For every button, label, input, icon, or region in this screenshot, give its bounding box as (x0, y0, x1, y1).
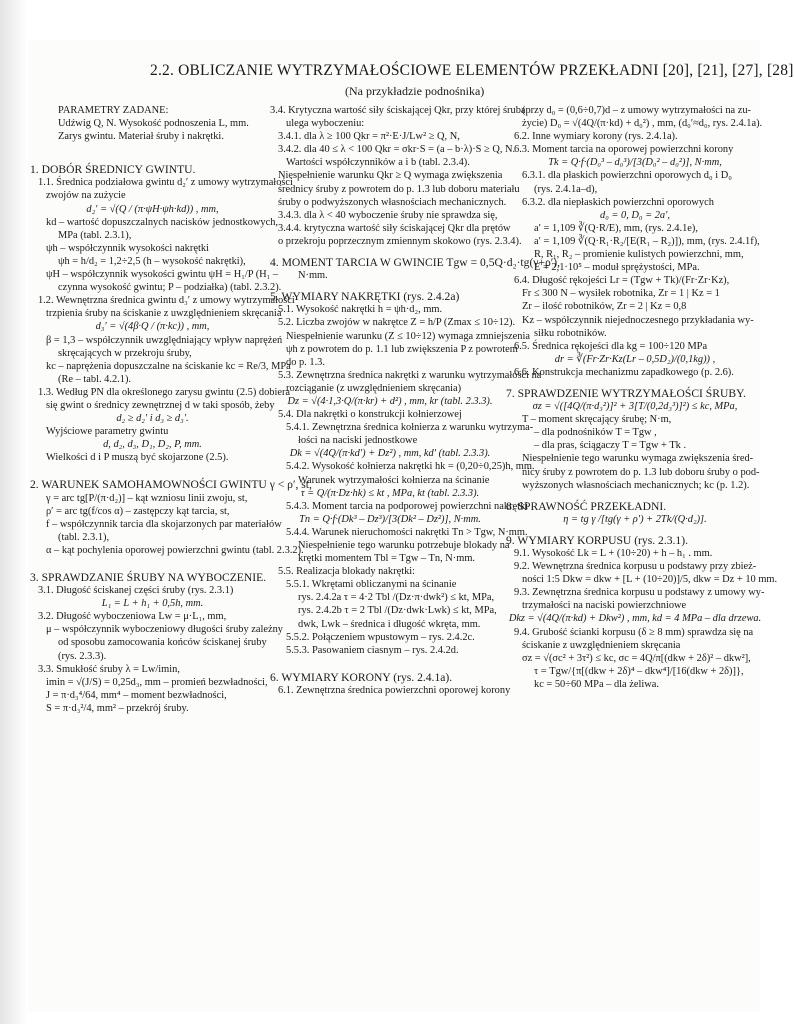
formula-line: d₂ ≥ d₂′ i d₃ ≥ d₃′. (116, 413, 189, 425)
text-line: 6.3.1. dla płaskich powierzchni oporowych d₀ i D₀ (522, 170, 732, 182)
text-line: γ = arc tg[P/(π·d₂)] – kąt wzniosu linii zwoju, st, (46, 492, 248, 504)
text-line: 5.1. Wysokość nakrętki h = ψh·d₂, mm. (278, 304, 443, 316)
text-line: ψH – współczynnik wysokości gwintu ψH = H₁/P (H₁ – (46, 269, 279, 281)
text-line: 5.3. Zewnętrzna średnica nakrętki z warunku wytrzymałości na (278, 369, 542, 381)
text-line: od sposobu zamocowania końców ściskanej śruby (58, 637, 267, 649)
text-line: dwk, Lwk – średnica i długość wkręta, mm. (298, 618, 481, 630)
text-line: E = 2,1·10⁵ – moduł sprężystości, MPa. (534, 262, 700, 274)
section-heading: 1. DOBÓR ŚREDNICY GWINTU. (30, 163, 196, 177)
spacer (30, 557, 275, 563)
formula-line: d₀ = 0, D₀ = 2a′, (600, 209, 670, 221)
text-line: krętki momentem Tbl = Tgw – Tn, N·mm. (298, 553, 476, 565)
text-line: PARAMETRY ZADANE: (58, 105, 169, 116)
column-middle (270, 104, 561, 697)
text-line: 1.3. Według PN dla określonego zarysu gwintu (2.5) dobiera (38, 386, 291, 398)
text-line: 6.4. Długość rękojeści Lr = (Tgw + Tk)/(Fr·Zr·Kz), (514, 275, 730, 287)
formula-line: Tn = Q·f·(Dk³ – Dz³)/[3(Dk² – Dz²)], N·mm. (299, 513, 481, 525)
text-line: siłku robotników. (534, 327, 607, 339)
column-right (506, 104, 778, 691)
text-line: kd – wartość dopuszczalnych nacisków jednostkowych, (46, 216, 278, 228)
text-line: 3.4. Krytyczna wartość siły ściskającej Qkr, przy której śruba (270, 105, 526, 116)
text-line: (przy d₀ = (0,6÷0,7)d – z umowy wytrzymałości na zu- (522, 105, 751, 116)
text-line: 5.5.1. Wkrętami obliczanymi na ścinanie (286, 579, 457, 591)
formula-line: d, d₂, d₃, D₁, D₂, P, mm. (103, 439, 202, 451)
formula-line: Dz = √(4·1,3·Q/(π·kr) + d²) , mm, kr (tabl. 2.3.3). (287, 395, 493, 407)
text-line: skręcających w przekroju śruby, (58, 347, 192, 359)
formula-line: d₂′ = √(Q / (π·ψH·ψh·kd)) , mm, (86, 203, 219, 215)
text-line: rys. 2.4.2a τ = 4·2 Tbl /(Dz·π·dwk²) ≤ kt, MPa, (298, 592, 495, 604)
text-line: J = π·d₃⁴/64, mm⁴ – moment bezwładności, (46, 689, 227, 701)
section-heading: 3. SPRAWDZANIE ŚRUBY NA WYBOCZENIE. (30, 571, 267, 584)
text-line: a′ = 1,109 ∛(Q·R/E), mm, (rys. 2.4.1e), (534, 222, 698, 234)
text-line: 1.2. Wewnętrzna średnica gwintu d₃′ z umowy wytrzymałości (38, 295, 295, 307)
text-line: 6.3.2. dla niepłaskich powierzchni oporowych (522, 196, 714, 208)
text-line: 9.2. Wewnętrzna średnica korpusu u podstawy przy zbież- (514, 561, 757, 573)
text-line: (tabl. 2.3.1), (58, 531, 110, 543)
text-line: Zr – ilość robotników, Zr = 2 | Kz = 0,8 (522, 301, 687, 313)
formula-line: τ = Q/(π·Dz·hk) ≤ kt , MPa, kt (tabl. 2.3.3). (300, 487, 480, 499)
text-line: Warunek wytrzymałości kołnierza na ścinanie (298, 474, 490, 486)
text-line: 9.4. Grubość ścianki korpusu (δ ≥ 8 mm) sprawdza się na (514, 626, 754, 638)
text-line: Kz – współczynnik niejednoczesnego przykładania wy- (522, 314, 754, 326)
text-line: 3.4.4. krytyczna wartość siły ściskającej Qkr dla prętów (278, 222, 511, 234)
text-line: ulega wyboczeniu: (286, 118, 365, 130)
section-heading: 2. WARUNEK SAMOHAMOWNOŚCI GWINTU γ < ρ′, st, (30, 478, 312, 492)
text-line: czynna wysokość gwintu; P – podziałka) (tabl. 2.3.2). (58, 282, 282, 294)
text-line: 3.2. Długość wyboczeniowa Lw = μ·L₁, mm, (38, 611, 227, 623)
text-line: (rys. 2.3.3). (58, 650, 107, 662)
text-line: σz = √(σc² + 3τ²) ≤ kc, σc = 4Q/π[(dkw + 2δ)² – dkw²], (522, 652, 751, 664)
text-line: Wartości współczynników a i b (tabl. 2.3.4). (286, 157, 470, 169)
section-heading: 4. MOMENT TARCIA W GWINCIE Tgw = 0,5Q·d₂·tg(γ+ρ′), (270, 256, 561, 270)
text-line: 1.1. Średnica podziałowa gwintu d₂′ z umowy wytrzymałości (38, 177, 293, 189)
text-line: się gwint o średnicy zewnętrznej d w taki sposób, żeby (46, 399, 275, 411)
text-line: μ – współczynnik wyboczeniowy długości śruby zależny (46, 624, 283, 636)
text-line: kc = 50÷60 MPa – dla żeliwa. (534, 678, 659, 690)
formula-line: d₃′ = √(4β·Q / (π·kc)) , mm, (95, 321, 210, 333)
text-line: 5.2. Liczba zwojów w nakrętce Z = h/P (Zmax ≤ 10÷12). (278, 317, 516, 329)
text-line: N·mm. (298, 270, 328, 282)
text-line: trzymałości na naciski powierzchniowe (522, 600, 687, 612)
text-line: 5.4.2. Wysokość kołnierza nakrętki hk = (0,20÷0,25)h, mm. (286, 461, 535, 473)
text-line: ψh z powrotem do p. 1.1 lub zwiększenia P z powrotem (286, 343, 518, 355)
formula-line: Tk = Q·f·(D₀³ – d₀³)/[3(D₀² – d₀²)], N·mm, (548, 157, 722, 169)
text-line: ψh = h/d₂ = 1,2÷2,5 (h – wysokość nakrętki), (58, 255, 246, 267)
text-line: imin = √(J/S) = 0,25d₃, mm – promień bezwładności, (46, 676, 268, 688)
text-line: trzpienia śruby na ściskanie z uwzględnieniem skręcania (46, 308, 282, 320)
text-line: 5.4.3. Moment tarcia na podporowej powierzchni nakrętki (286, 500, 529, 512)
text-line: Zarys gwintu. Materiał śruby i nakrętki. (58, 131, 224, 143)
text-line: 3.4.1. dla λ ≥ 100 Qkr = π²·E·J/Lw² ≥ Q, N, (278, 131, 460, 143)
text-line: zwojów na zużycie (46, 190, 126, 202)
text-line: 5.5.3. Pasowaniem ciasnym – rys. 2.4.2d. (286, 644, 459, 656)
text-line: ściskanie z uwzględnieniem skręcania (522, 639, 681, 651)
text-line: 5.4.1. Zewnętrzna średnica kołnierza z warunku wytrzyma- (286, 422, 534, 434)
text-line: nicy śruby z powrotem do p. 1.3 lub doboru śruby o pod- (522, 466, 760, 478)
text-line: (Re – tabl. 4.2.1). (58, 373, 132, 385)
text-line: Udźwig Q, N. Wysokość podnoszenia L, mm. (58, 118, 249, 130)
formula-line: L₁ = L + h₁ + 0,5h, mm. (101, 598, 204, 610)
text-line: ρ′ = arc tg(f/cos α) – zastępczy kąt tarcia, st, (46, 505, 230, 517)
text-line: (rys. 2.4.1a–d), (534, 183, 598, 195)
text-line: Wielkości d i P muszą być skojarzone (2.5). (46, 452, 229, 464)
section-heading: 7. SPRAWDZENIE WYTRZYMAŁOŚCI ŚRUBY. (506, 386, 746, 400)
text-line: łości na naciski jednostkowe (298, 435, 418, 447)
text-line: o przekroju poprzecznym zmiennym skokowo (rys. 2.3.4). (278, 235, 522, 247)
text-line: β = 1,3 – współczynnik uwzględniający wpływ naprężeń (46, 334, 283, 346)
text-line: życie) D₀ = √(4Q/(π·kd) + d₀²) , mm, (d₀′≈d₀, rys. 2.4.1a). (522, 118, 763, 130)
scan-edge-shadow (0, 0, 28, 1024)
text-line: wyższonych własnościach mechanicznych; kc (p. 1.2). (522, 479, 750, 491)
text-line: ψh – współczynnik wysokości nakrętki (46, 242, 209, 254)
text-line: 5.5.2. Połączeniem wpustowym – rys. 2.4.2c. (286, 631, 475, 643)
text-line: 3.4.3. dla λ < 40 wyboczenie śruby nie sprawdza się, (278, 209, 498, 221)
text-line: Niespełnienie tego warunku wymaga zwiększenia śred- (522, 453, 754, 465)
text-line: 9.1. Wysokość Lk = L + (10÷20) + h – h₁ . mm. (514, 548, 713, 559)
text-line: śruby o podwyższonych własnościach mechanicznych. (278, 196, 507, 208)
text-line: 6.6. Konstrukcja mechanizmu zapadkowego (p. 2.6). (514, 366, 734, 378)
text-line: 5.4. Dla nakrętki o konstrukcji kołnierzowej (278, 409, 462, 421)
text-line: 3.1. Długość ściskanej części śruby (rys. 2.3.1) (38, 585, 234, 597)
section-heading: 5. WYMIARY NAKRĘTKI (rys. 2.4.2a) (270, 290, 460, 304)
text-line: do p. 1.3. (286, 356, 325, 368)
text-line: τ = Tgw/{π[(dkw + 2δ)⁴ – dkw⁴]/[16(dkw + 2δ)]}, (534, 665, 744, 677)
page-title: 2.2. OBLICZANIE WYTRZYMAŁOŚCIOWE ELEMENTÓW PRZEKŁADNI [20], [21], [27], [28] (150, 62, 794, 79)
text-line: α – kąt pochylenia oporowej powierzchni gwintu (tabl. 2.3.2). (46, 544, 304, 556)
text-line: 6.5. Średnica rękojeści dla kg = 100÷120 MPa (514, 340, 708, 352)
page-subtitle: (Na przykładzie podnośnika) (345, 84, 485, 98)
text-line: 5.4.4. Warunek nieruchomości nakrętki Tn > Tgw, N·mm. (286, 526, 528, 538)
formula-line: σz = √([4Q/(π·d₃²)]² + 3[T/(0,2d₃³)]²) ≤ kc, MPa, (532, 401, 738, 413)
text-line: R, R₁, R₂ – promienie kulistych powierzchni, mm, (534, 249, 744, 261)
text-line: 6.3. Moment tarcia na oporowej powierzchni korony (514, 144, 734, 156)
text-line: Niespełnienie warunku (Z ≤ 10÷12) wymaga zmniejszenia (286, 330, 530, 342)
text-line: Fr ≤ 300 N – wysiłek robotnika, Zr = 1 | Kz = 1 (522, 288, 720, 300)
text-line: – dla pras, ściągaczy T = Tgw + Tk . (534, 440, 687, 452)
text-line: 3.4.2. dla 40 ≤ λ < 100 Qkr = σkr·S = (a – b·λ)·S ≥ Q, N. (278, 144, 516, 156)
text-line: 9.3. Zewnętrzna średnica korpusu u podstawy z umowy wy- (514, 587, 765, 599)
text-line: 6.2. Inne wymiary korony (rys. 2.4.1a). (514, 131, 678, 143)
text-line: ności 1:5 Dkw = dkw + [L + (10÷20)]/5, dkw = Dz + 10 mm. (522, 574, 778, 586)
text-line: średnicy śruby z powrotem do p. 1.3 lub doboru materiału (278, 183, 520, 195)
text-line: rozciąganie (z uwzględnieniem skręcania) (286, 382, 462, 394)
formula-line: dr = ∛(Fr·Zr·Kz(Lr – 0,5D₂)/(0,1kg)) , (554, 353, 716, 365)
text-line: rys. 2.4.2b τ = 2 Tbl /(Dz·dwk·Lwk) ≤ kt, MPa, (298, 605, 497, 617)
section-heading: 6. WYMIARY KORONY (rys. 2.4.1a). (270, 670, 453, 684)
text-line: a′ = 1,109 ∛(Q·R₁·R₂/[E(R₁ – R₂)]), mm, (rys. 2.4.1f), (534, 235, 760, 247)
formula-line: Dk = √(4Q/(π·kd′) + Dz²) , mm, kd′ (tabl. 2.3.3). (289, 448, 491, 460)
text-line: 6.1. Zewnętrzna średnica powierzchni oporowej korony (278, 684, 511, 696)
text-line: T – moment skręcający śrubę; N·m, (522, 414, 672, 426)
spacer (30, 464, 275, 470)
text-line: 5.5. Realizacja blokady nakrętki: (278, 566, 416, 578)
formula-line: η = tg γ /[tg(γ + ρ′) + 2Tk/(Q·d₂)]. (563, 513, 707, 525)
text-line: – dla podnośników T = Tgw , (534, 427, 657, 439)
text-line: kc – naprężenia dopuszczalne na ściskanie kc = Re/3, MPa (46, 360, 291, 372)
formula-line: Dkz = √(4Q/(π·kd) + Dkw²) , mm, kd = 4 MPa – dla drzewa. (508, 613, 762, 625)
text-line: S = π·d₃²/4, mm² – przekrój śruby. (46, 702, 189, 714)
text-line: Niespełnienie tego warunku potrzebuje blokady na (298, 540, 510, 551)
text-line: Niespełnienie warunku Qkr ≥ Q wymaga zwiększenia (278, 170, 503, 182)
spacer (270, 657, 510, 663)
text-line: f – współczynnik tarcia dla skojarzonych par materiałów (46, 518, 282, 530)
text-line: 3.3. Smukłość śruby λ = Lw/imin, (38, 663, 180, 675)
section-heading: 9. WYMIARY KORPUSU (rys. 2.3.1). (506, 533, 688, 547)
spacer (30, 143, 275, 155)
section-heading: 8. SPRAWNOŚĆ PRZEKŁADNI. (506, 499, 667, 513)
text-line: Wyjściowe parametry gwintu (46, 426, 169, 438)
text-line: MPa (tabl. 2.3.1), (58, 229, 132, 241)
